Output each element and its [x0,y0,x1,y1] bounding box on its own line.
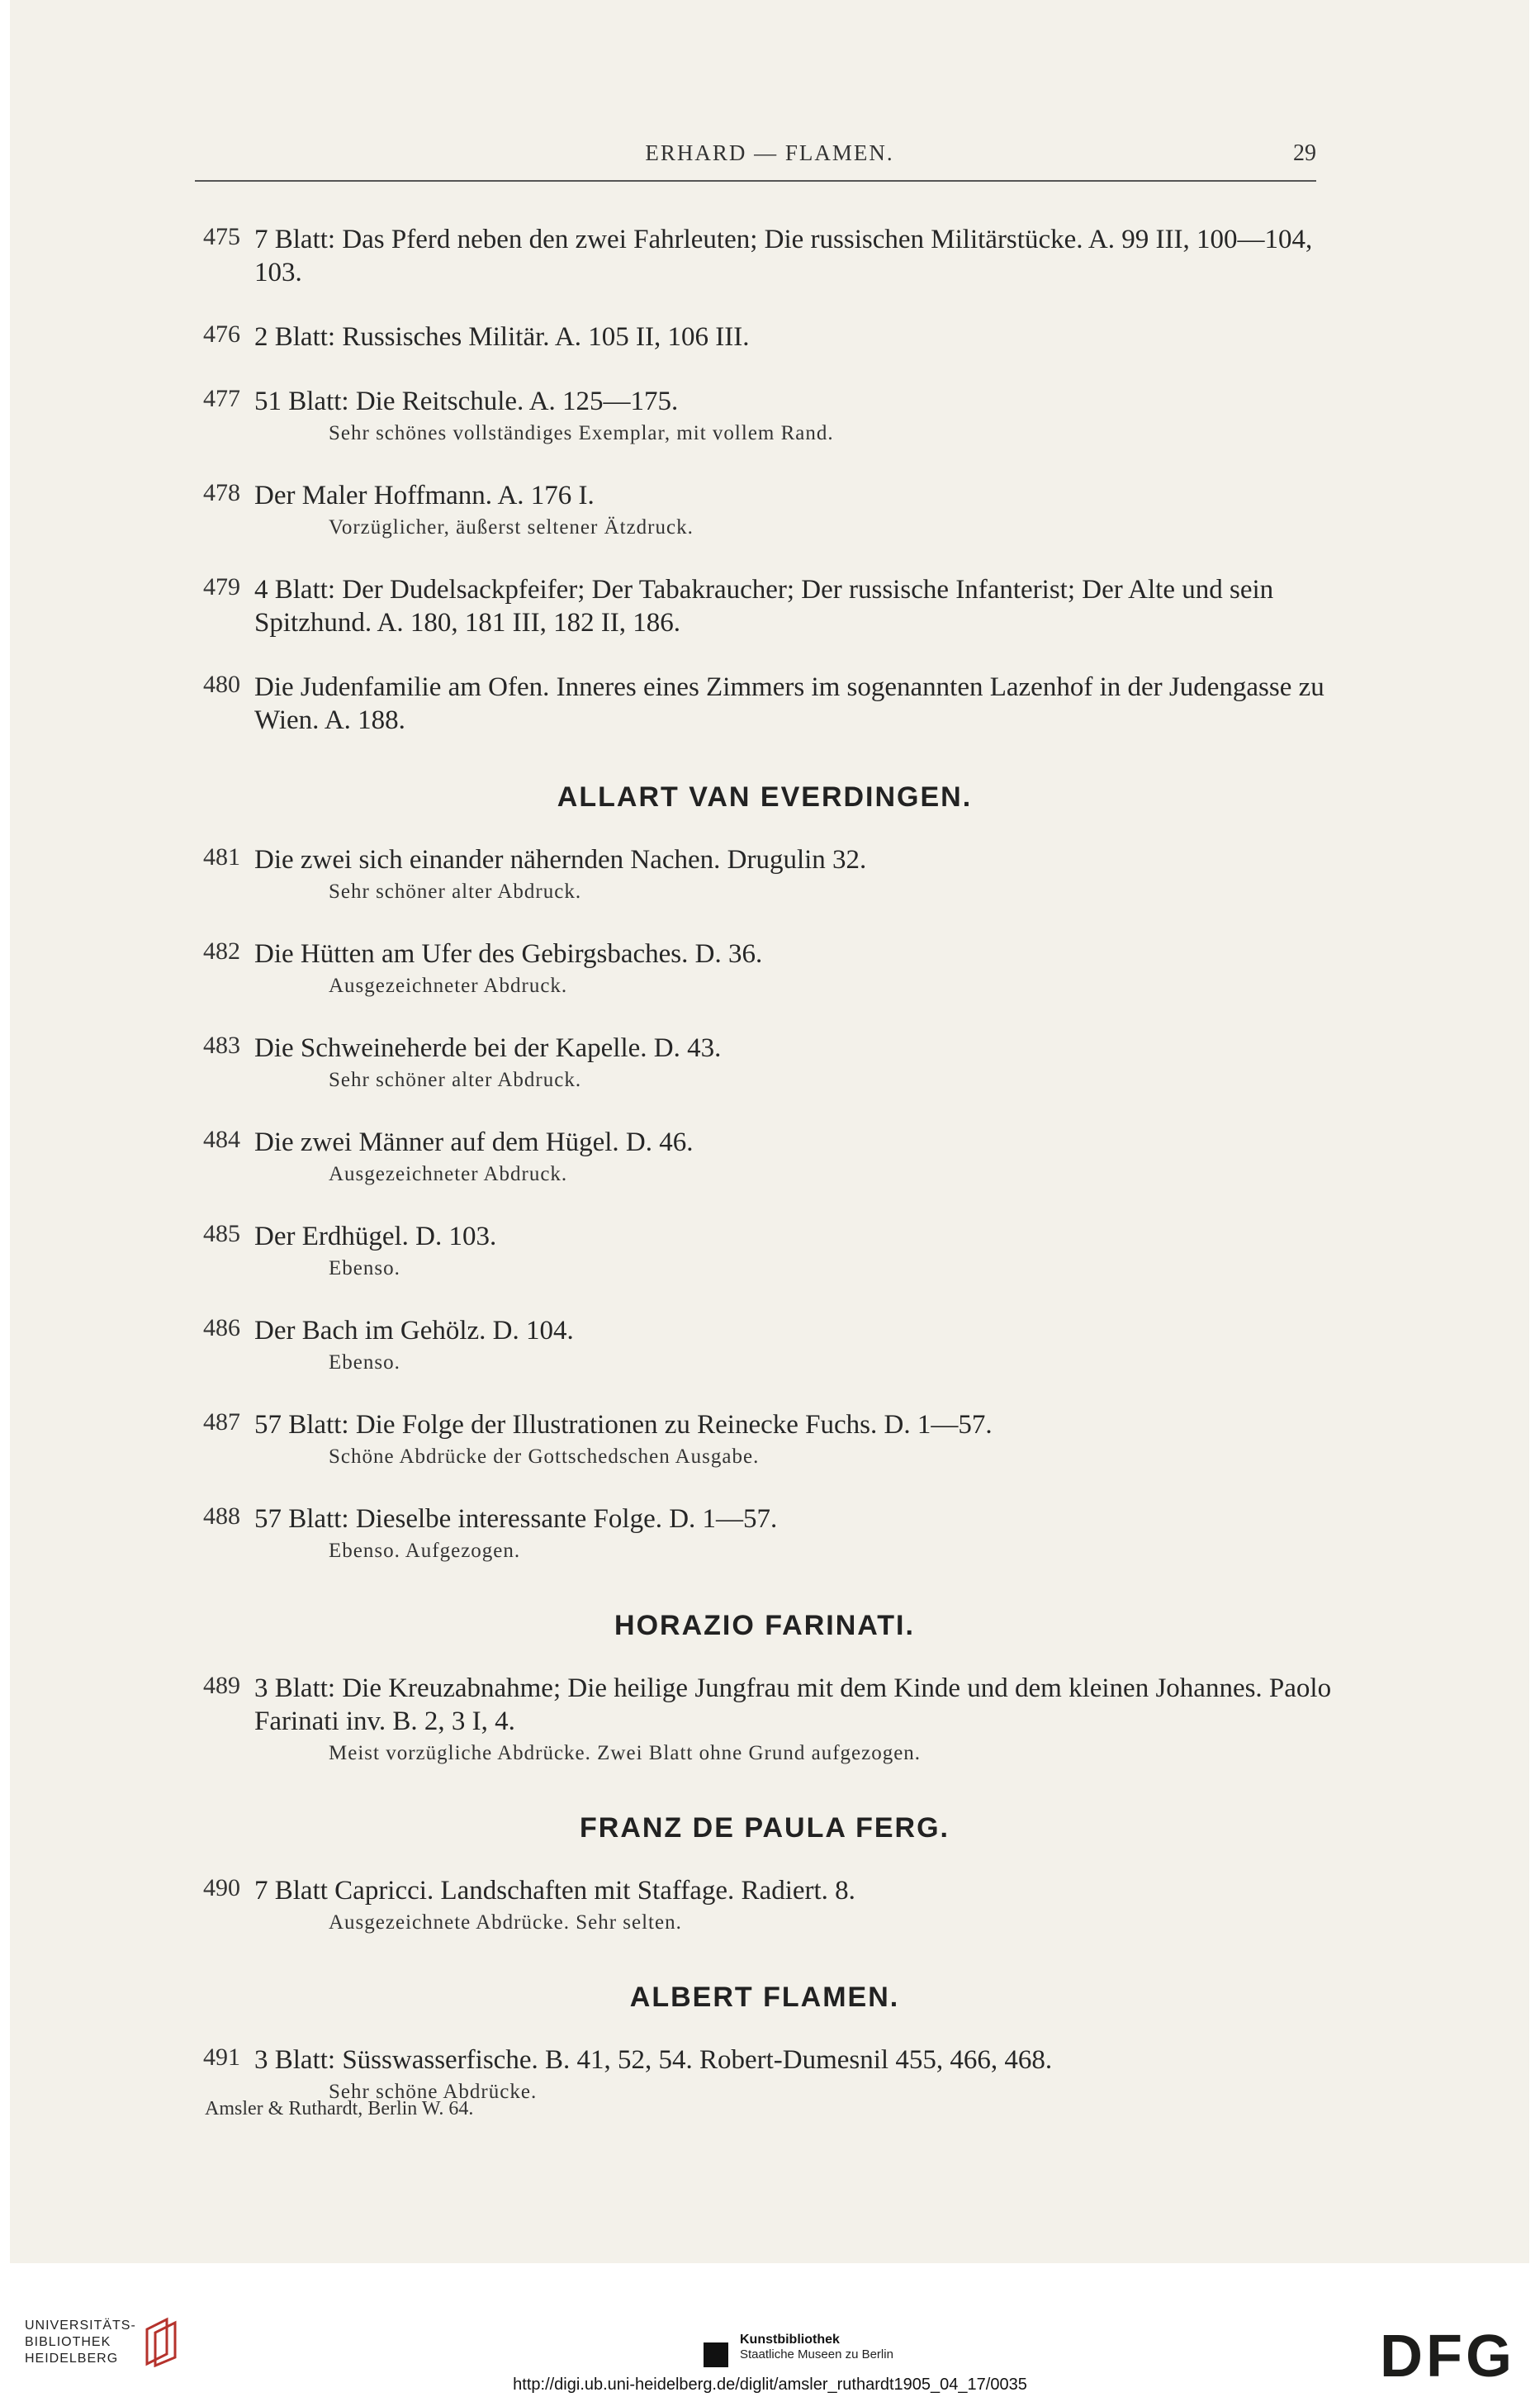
lot-note: Meist vorzügliche Abdrücke. Zwei Blatt ohne Grund aufgezogen. [329,1742,922,1764]
lot-entry [195,385,1334,448]
lot-description: 2 Blatt: Russisches Militär. A. 105 II, 106 III. [254,322,750,352]
catalog-entries [195,223,1334,2138]
lot-number: 490 [203,1874,240,1901]
lot-note: Vorzüglicher, äußerst seltener Ätzdruck. [329,516,694,539]
lot-entry [195,1874,1334,1937]
lot-description: 57 Blatt: Dieselbe interessante Folge. D. 1—57. [254,1504,778,1534]
digitization-footer [0,2263,1540,2397]
running-head [10,140,1529,173]
lot-description: Die zwei Männer auf dem Hügel. D. 46. [254,1127,694,1157]
lot-note: Ausgezeichneter Abdruck. [329,1163,568,1185]
lot-number: 487 [203,1408,240,1436]
section-heading-ferg: FRANZ DE PAULA FERG. [580,1812,950,1844]
lot-number: 476 [203,320,240,348]
lot-description: 3 Blatt: Die Kreuzabnahme; Die heilige Jungfrau mit dem Kinde und dem kleinen Johannes. Paolo Farinati inv. B. 2, 3 I, 4. [254,1673,1332,1736]
lot-description: Der Bach im Gehölz. D. 104. [254,1316,574,1346]
lot-number: 479 [203,573,240,600]
catalog-page [10,0,1529,2263]
lot-number: 486 [203,1314,240,1341]
lot-note: Sehr schöne Abdrücke. [329,2081,538,2103]
page-number: 29 [1293,140,1316,166]
lot-note: Ebenso. [329,1257,400,1279]
lot-entry [195,1502,1334,1565]
lot-description: 7 Blatt: Das Pferd neben den zwei Fahrleuten; Die russischen Militärstücke. A. 99 III, 100—104, 103. [254,225,1313,287]
lot-entry [195,937,1334,1000]
lot-description: 4 Blatt: Der Dudelsackpfeifer; Der Tabakraucher; Der russische Infanterist; Der Alte und sein Spitzhund. A. 180, 181 III, 182 II, 186. [254,575,1274,638]
lot-number: 491 [203,2043,240,2071]
lot-entry [195,1408,1334,1471]
ub-emblem-icon [142,2316,182,2367]
kunstbibliothek-text [740,2333,955,2361]
lot-number: 478 [203,479,240,506]
lot-number: 489 [203,1672,240,1699]
kunstbibliothek-mark-icon [704,2342,728,2367]
lot-number: 477 [203,385,240,412]
lot-number: 482 [203,937,240,965]
lot-entry [195,479,1334,542]
lot-number: 480 [203,671,240,698]
lot-number: 484 [203,1126,240,1153]
lot-note: Schöne Abdrücke der Gottschedschen Ausgabe. [329,1445,760,1468]
lot-description: 3 Blatt: Süsswasserfische. B. 41, 52, 54. Robert-Dumesnil 455, 466, 468. [254,2045,1053,2075]
lot-description: Die Judenfamilie am Ofen. Inneres eines Zimmers im sogenannten Lazenhof in der Judengasse zu Wien. A. 188. [254,672,1324,735]
lot-description: 7 Blatt Capricci. Landschaften mit Staffage. Radiert. 8. [254,1876,855,1906]
running-title: ERHARD — FLAMEN. [645,140,894,165]
lot-number: 488 [203,1502,240,1530]
lot-note: Ausgezeichneter Abdruck. [329,975,568,997]
lot-number: 485 [203,1220,240,1247]
lot-entry [195,2043,1334,2106]
lot-note: Ausgezeichnete Abdrücke. Sehr selten. [329,1911,682,1934]
ub-logo-line: HEIDELBERG [25,2352,119,2366]
dfg-logo[interactable]: DFG [1380,2323,1515,2390]
permalink-url[interactable]: http://digi.ub.uni-heidelberg.de/diglit/amsler_ruthardt1905_04_17/0035 [513,2376,1027,2394]
lot-note: Sehr schöner alter Abdruck. [329,880,582,903]
lot-description: Der Maler Hoffmann. A. 176 I. [254,481,595,510]
lot-entry [195,843,1334,906]
lot-entry [195,1032,1334,1094]
ub-heidelberg-logo[interactable] [25,2318,136,2367]
section-heading-flamen: ALBERT FLAMEN. [629,1982,900,2013]
lot-entry [195,573,1334,639]
ub-logo-line: BIBLIOTHEK [25,2335,111,2349]
lot-description: Die Schweineherde bei der Kapelle. D. 43. [254,1033,722,1063]
lot-note: Sehr schöner alter Abdruck. [329,1069,582,1091]
lot-number: 475 [203,223,240,250]
lot-description: Die Hütten am Ufer des Gebirgsbaches. D. 36. [254,939,763,969]
printer-imprint: Amsler & Ruthardt, Berlin W. 64. [205,2098,474,2119]
kb-title: Kunstbibliothek [740,2333,840,2347]
lot-number: 483 [203,1032,240,1059]
lot-description: Die zwei sich einander nähernden Nachen. Drugulin 32. [254,845,867,875]
lot-entry [195,1220,1334,1283]
lot-entry [195,320,1334,354]
section-heading-farinati: HORAZIO FARINATI. [614,1610,915,1641]
ub-logo-line: UNIVERSITÄTS- [25,2319,136,2333]
lot-entry [195,671,1334,737]
section-heading-everdingen: ALLART VAN EVERDINGEN. [557,781,973,813]
kb-subtitle: Staatliche Museen zu Berlin [740,2347,893,2361]
lot-number: 481 [203,843,240,871]
lot-entry [195,1672,1334,1768]
lot-entry [195,223,1334,289]
lot-description: Der Erdhügel. D. 103. [254,1222,497,1251]
header-rule [195,180,1316,182]
lot-description: 51 Blatt: Die Reitschule. A. 125—175. [254,387,679,416]
lot-note: Sehr schönes vollständiges Exemplar, mit vollem Rand. [329,422,834,444]
lot-entry [195,1314,1334,1377]
lot-entry [195,1126,1334,1189]
lot-note: Ebenso. Aufgezogen. [329,1540,521,1562]
lot-description: 57 Blatt: Die Folge der Illustrationen zu Reinecke Fuchs. D. 1—57. [254,1410,993,1440]
lot-note: Ebenso. [329,1351,400,1374]
